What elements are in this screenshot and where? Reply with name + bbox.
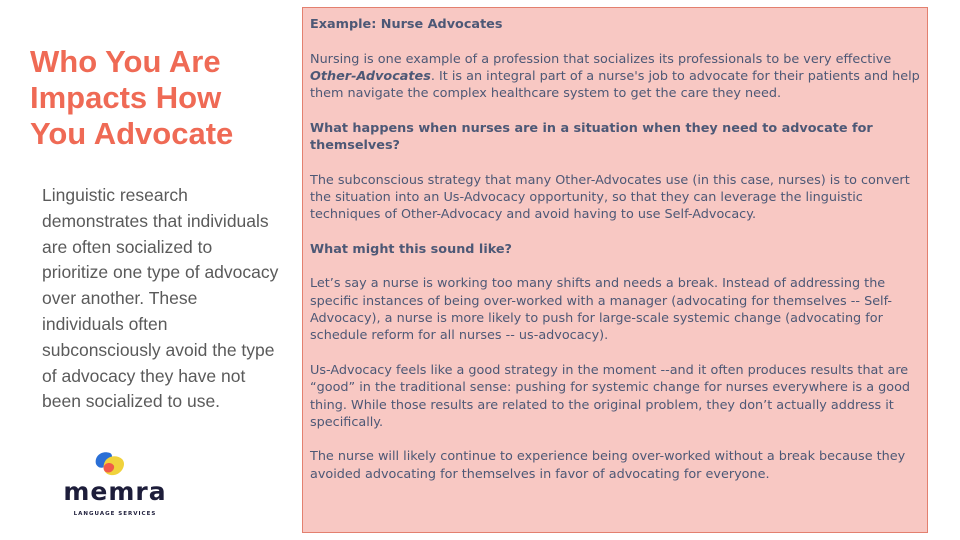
title-line: Who You Are [30,44,221,79]
logo-subtitle: LANGUAGE SERVICES [73,511,157,517]
title-line: You Advocate [30,116,234,151]
example-heading: Example: Nurse Advocates [310,17,503,32]
example-paragraph-3: Let’s say a nurse is working too many shifts and needs a break. Instead of addressing the specific instances of being over-worked with a manager (advocating for themselves -- Self-Advocacy), a nurse is more likely to push for large-scale systemic change (advocating for schedule reform for all nurses -- us-advocacy). [310,276,893,344]
logo-wordmark: memra [63,477,167,506]
example-paragraph-5: The nurse will likely continue to experience being over-worked without a break because they avoided advocating for themselves in favor of advocating for everyone. [310,449,906,482]
example-paragraph-4: Us-Advocacy feels like a good strategy in the moment --and it often produces results that are “good” in the traditional sense: pushing for systemic change for nurses everywhere is a good thing. While those results are related to the original problem, they don’t actually address it specifically. [310,362,911,430]
intro-paragraph: Linguistic research demonstrates that individuals are often socialized to prioritize one type of advocacy over another. These individuals often subconsciously avoid the type of advocacy they have not been socialized to use. [42,185,279,412]
memra-logo [58,450,178,522]
example-paragraph-2: The subconscious strategy that many Other-Advocates use (in this case, nurses) is to convert the situation into an Us-Advocacy opportunity, so that they can leverage the linguistic techniques of Other-Advocacy and avoid having to use Self-Advocacy. [310,172,910,223]
question-heading-1: What happens when nurses are in a situation when they need to advocate for themselves? [310,120,873,154]
title-line: Impacts How [30,80,222,115]
question-heading-2: What might this sound like? [310,241,512,257]
example-content [310,16,924,483]
example-paragraph-1: Nursing is one example of a profession that socializes its professionals to be very effective Other-Advocates. It is an integral part of a nurse's job to advocate for their patients and help them navigate the complex healthcare system to get the care they need. [310,51,920,102]
other-advocates-emphasis: Other-Advocates [310,68,431,84]
logo-mark-icon [92,450,132,480]
example-box [302,7,928,533]
slide-title [30,44,280,152]
